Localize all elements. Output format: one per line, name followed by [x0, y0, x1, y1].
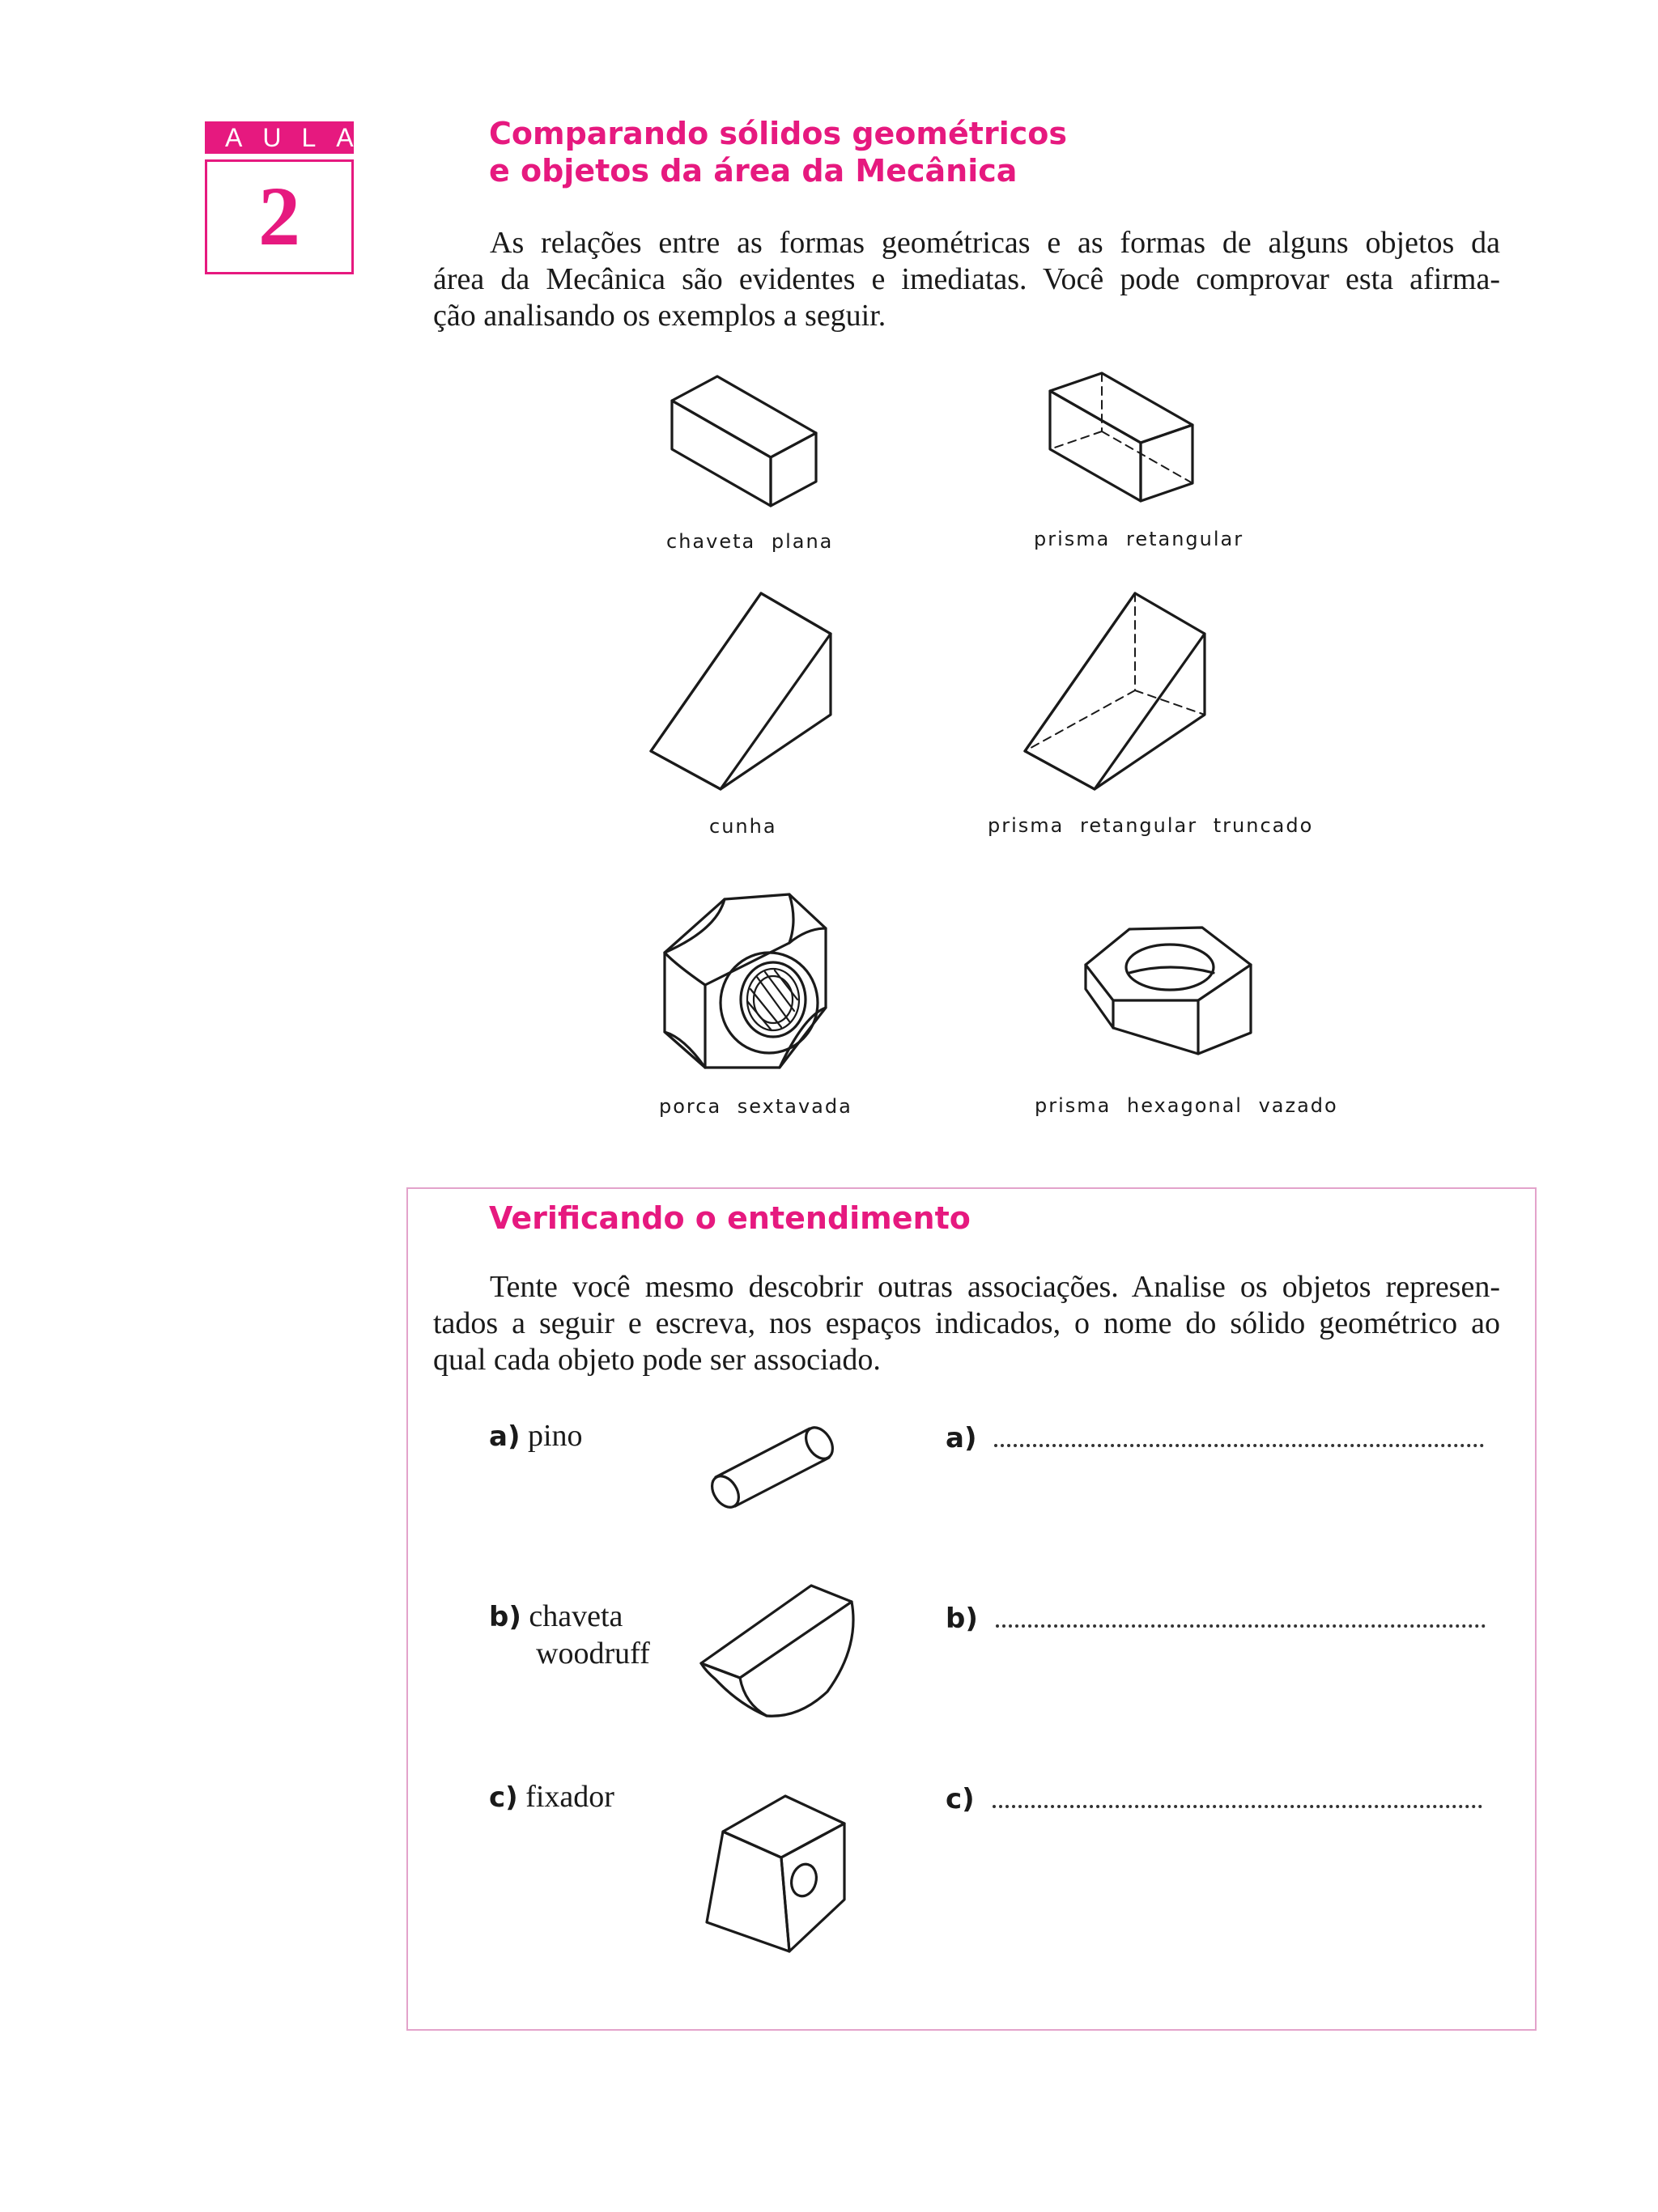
intro-line-3: ção analisando os exemplos a seguir.	[433, 299, 886, 333]
item-a-label	[489, 1418, 583, 1455]
wedge-icon	[648, 589, 834, 792]
answer-a	[946, 1418, 1484, 1457]
item-b-name-line2: woodruff	[536, 1637, 650, 1671]
exercise-title: Verificando o entendimento	[489, 1200, 971, 1236]
intro-paragraph	[433, 225, 1500, 334]
item-c-letter: c)	[489, 1781, 518, 1814]
item-c-label	[489, 1779, 614, 1816]
figure-caption-hollow-hex-prism: prisma hexagonal vazado	[1035, 1094, 1338, 1117]
answer-c-letter: c)	[946, 1783, 975, 1815]
item-a-letter: a)	[489, 1420, 521, 1453]
lesson-number: 2	[205, 159, 354, 274]
item-a-name: pino	[527, 1419, 583, 1453]
hollow-hexagonal-prism-icon	[1081, 923, 1255, 1056]
exercise-line-2: tados a seguir e escreva, nos espaços indicados, o nome do sólido geométrico ao	[433, 1306, 1500, 1340]
answer-b-blank[interactable]	[996, 1598, 1486, 1628]
fixer-icon	[700, 1793, 850, 1955]
item-b-letter: b)	[489, 1601, 521, 1633]
section-title-line2: e objetos da área da Mecânica	[489, 153, 1018, 189]
aula-label: AULA	[205, 121, 354, 154]
figure-caption-hex-nut: porca sextavada	[659, 1095, 852, 1118]
item-b-label	[489, 1598, 650, 1672]
woodruff-key-icon	[698, 1582, 860, 1720]
answer-b-letter: b)	[946, 1603, 978, 1635]
item-b-name: chaveta	[529, 1599, 623, 1633]
section-title	[489, 115, 1541, 189]
figure-caption-wedge: cunha	[709, 815, 777, 838]
figure-caption-rectangular-prism: prisma retangular	[1034, 528, 1244, 550]
answer-a-blank[interactable]	[994, 1418, 1484, 1447]
rectangular-prism-icon	[1042, 368, 1204, 506]
intro-line-1: As relações entre as formas geométricas e as formas de alguns objetos da	[490, 226, 1500, 260]
exercise-paragraph	[433, 1269, 1500, 1378]
figure-caption-truncated-prism: prisma retangular truncado	[988, 814, 1314, 837]
answer-c	[946, 1779, 1482, 1818]
flat-key-icon	[664, 368, 826, 506]
figure-caption-flat-key: chaveta plana	[666, 530, 834, 553]
hex-nut-icon	[660, 888, 830, 1074]
section-title-line1: Comparando sólidos geométricos	[489, 116, 1067, 151]
answer-b	[946, 1598, 1486, 1637]
exercise-line-1: Tente você mesmo descobrir outras associações. Analise os objetos represen-	[490, 1270, 1500, 1304]
item-c-name: fixador	[525, 1780, 614, 1814]
answer-a-letter: a)	[946, 1422, 977, 1454]
intro-line-2: área da Mecânica são evidentes e imediatas. Você pode comprovar esta afirma-	[433, 262, 1500, 296]
truncated-rectangular-prism-icon	[1022, 589, 1208, 792]
answer-c-blank[interactable]	[993, 1779, 1482, 1808]
exercise-line-3: qual cada objeto pode ser associado.	[433, 1343, 881, 1377]
pin-icon	[704, 1420, 842, 1518]
